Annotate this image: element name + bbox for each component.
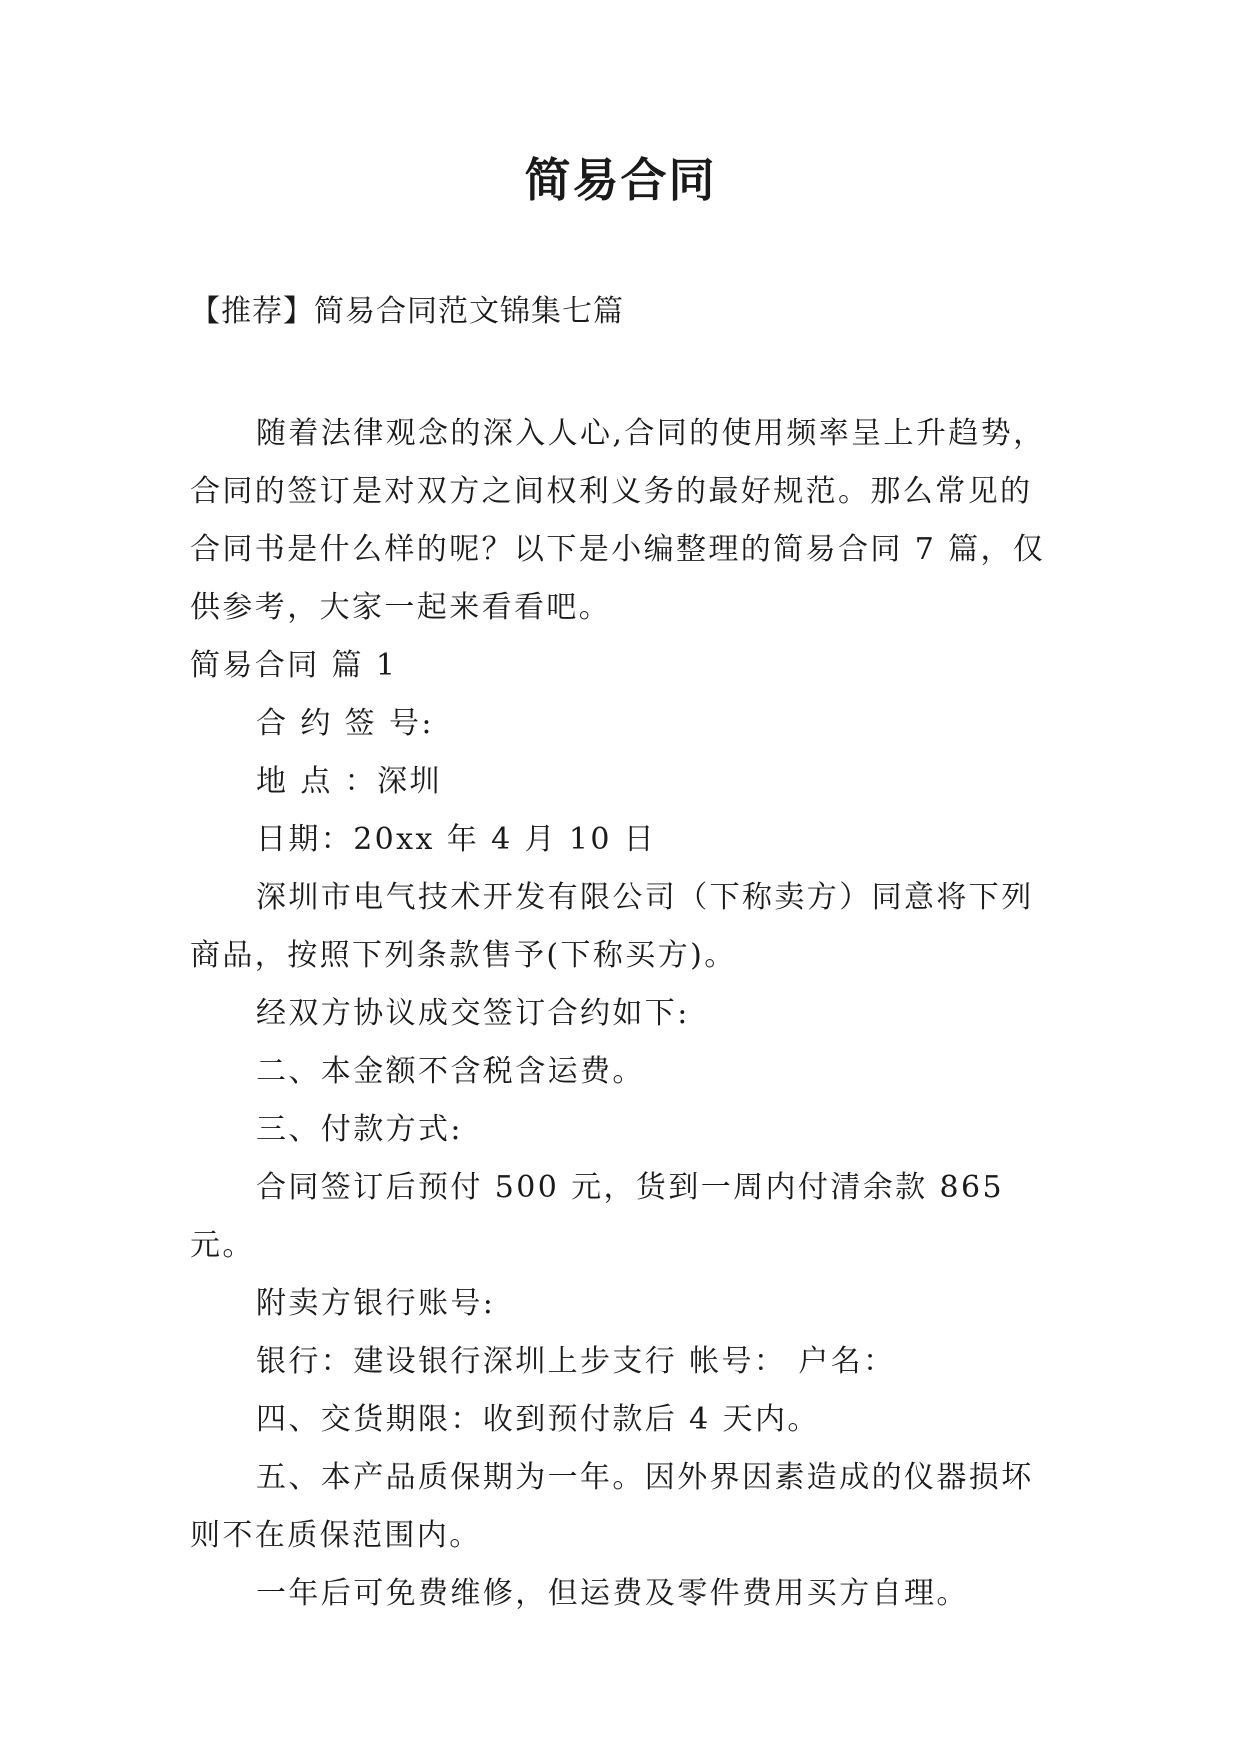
payment-line: 合同签订后预付 500 元，货到一周内付清余款 865 元。	[190, 1170, 1004, 1263]
date-line: 日期：20xx 年 4 月 10 日	[256, 822, 657, 857]
bank-title: 附卖方银行账号:	[256, 1286, 496, 1321]
warranty-after-line: 一年后可免费维修，但运费及零件费用买方自理。	[256, 1576, 969, 1611]
section-heading: 简易合同 篇 1	[190, 648, 398, 683]
clause-5-line-1: 五、本产品质保期为一年。因外界因素造成的仪器损坏	[256, 1460, 1034, 1495]
clause-3: 三、付款方式:	[256, 1112, 463, 1147]
document-title: 简易合同	[524, 153, 717, 207]
seller-line-2: 商品，按照下列条款售予(下称买方)。	[190, 938, 737, 973]
clause-4: 四、交货期限：收到预付款后 4 天内。	[256, 1402, 820, 1437]
intro-line-4: 供参考，大家一起来看看吧。	[190, 590, 612, 625]
intro-line-2: 合同的签订是对双方之间权利义务的最好规范。那么常见的	[190, 474, 1033, 509]
bank-info: 银行：建设银行深圳上步支行 帐号： 户名：	[256, 1344, 896, 1379]
intro-line-1: 随着法律观念的深入人心,合同的使用频率呈上升趋势，	[256, 416, 1046, 451]
location-line: 地 点 ：深圳	[256, 764, 442, 799]
clause-5-line-2: 则不在质保范围内。	[190, 1518, 482, 1553]
document-body	[190, 405, 1060, 1623]
intro-line-3: 合同书是什么样的呢？以下是小编整理的简易合同 7 篇，仅	[190, 532, 1046, 567]
document-subtitle: 【推荐】简易合同范文锦集七篇	[190, 294, 624, 329]
agreement-line: 经双方协议成交签订合约如下:	[256, 996, 690, 1031]
seller-line-1: 深圳市电气技术开发有限公司（下称卖方）同意将下列	[256, 880, 1034, 915]
contract-number-line: 合 约 签 号:	[256, 706, 434, 741]
clause-2: 二、本金额不含税含运费。	[256, 1054, 645, 1089]
